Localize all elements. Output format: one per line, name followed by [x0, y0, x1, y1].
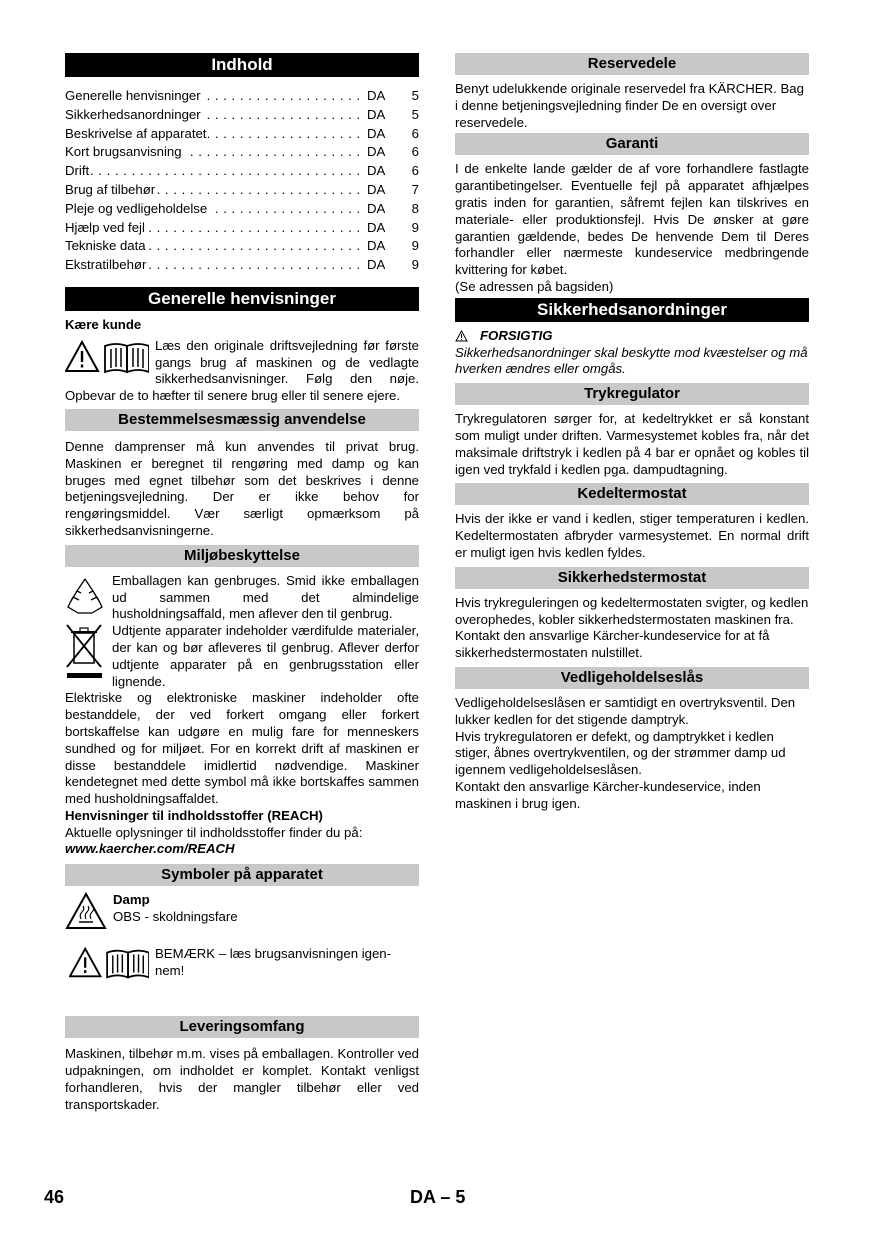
table-of-contents [65, 87, 419, 275]
toc-entry[interactable] [65, 125, 419, 144]
toc-entry-title: Hjælp ved fejl [65, 219, 145, 235]
toc-entry-page: 5 [403, 106, 419, 125]
crossed-bin-icon [65, 623, 105, 679]
warranty-address-note: (Se adressen på bagsiden) [455, 278, 614, 294]
recycle-block [65, 573, 419, 623]
toc-entry-title: Sikkerhedsanordninger [65, 106, 201, 122]
caution-text: Sikkerhedsanordninger skal beskytte mod kvæstelser og må hverken ændres eller omgås. [455, 344, 808, 377]
symbols-heading: Symboler på apparatet [65, 864, 419, 886]
pressure-regulator-heading: Trykregulator [455, 383, 809, 405]
toc-entry[interactable] [65, 219, 419, 238]
hot-steam-warning-icon [65, 892, 107, 930]
general-heading: Generelle henvisninger [65, 287, 419, 311]
toc-entry-title: Beskrivelse af apparatet [65, 125, 207, 141]
toc-entry-title: Tekniske data [65, 238, 146, 254]
delivery-heading: Leveringsomfang [65, 1016, 419, 1038]
toc-entry-page: 6 [403, 162, 419, 181]
manual-symbol-block [65, 944, 419, 984]
toc-entry-title: Brug af tilbehør [65, 181, 156, 197]
toc-entry[interactable] [65, 200, 419, 219]
steam-label: Damp [113, 892, 150, 908]
toc-entry[interactable] [65, 106, 419, 125]
boiler-thermostat-text: Hvis der ikke er vand i kedlen, stiger temperaturen i kedlen. Kedeltermostaten afbryder varmesystemet. En normal drift er muligt igen hvis kedlen fyldes. [455, 511, 809, 560]
warning-manual-icon [65, 340, 149, 374]
toc-entry-language: DA [361, 256, 403, 275]
toc-entry-page: 7 [403, 181, 419, 200]
recycling-icon [65, 575, 105, 617]
toc-entry-language: DA [361, 200, 403, 219]
right-column [455, 53, 809, 813]
caution-label-line [455, 328, 809, 345]
recycle-text: Emballagen kan genbruges. Smid ikke emballagen ud sammen med det almindelige husholdningsaffald, men aflever den til genbrug. [112, 572, 419, 622]
toc-entry[interactable] [65, 143, 419, 162]
page-number: 46 [44, 1187, 65, 1207]
safety-thermostat-text-1: Hvis trykreguleringen og kedeltermostaten svigter, og kedlen overophedes, kobler sikkerhedstermostaten maskinen fra. [455, 594, 809, 627]
delivery-text: Maskinen, tilbehør m.m. vises på emballagen. Kontroller ved udpakningen, om indholdet er komplet. Kontakt venligst forhandleren, hvis der mangler tilbehør eller ved transportskader. [65, 1046, 419, 1112]
section-page-label: DA – 5 [410, 1187, 466, 1207]
safety-thermostat-text-2: Kontakt den ansvarlige Kärcher-kundeservice for at få sikkerhedstermostaten nulstillet. [455, 628, 770, 661]
reach-heading: Henvisninger til indholdsstoffer (REACH) [65, 807, 323, 823]
toc-entry-title: Kort brugsanvisning [65, 144, 182, 160]
pressure-regulator-text: Trykregulatoren sørger for, at kedeltrykket er så konstant som muligt under driften. Varmesystemet kobles fra, når det maksimale driftstryk i kedlen på 4 bar er opnået og kobles til igen ved trykfald i kedlen pga. dampudtagning. [455, 411, 809, 477]
toc-entry-language: DA [361, 219, 403, 238]
toc-entry-page: 8 [403, 200, 419, 219]
reach-text: Aktuelle oplysninger til indholdsstoffer finder du på: [65, 824, 363, 840]
caution-label: FORSIGTIG [480, 327, 553, 343]
toc-entry-language: DA [361, 125, 403, 144]
toc-entry-title: Ekstratilbehør [65, 257, 147, 273]
toc-entry-page: 6 [403, 125, 419, 144]
toc-heading: Indhold [65, 53, 419, 77]
toc-entry-language: DA [361, 106, 403, 125]
caution-icon [455, 330, 468, 342]
left-column [65, 53, 419, 1113]
spare-parts-heading: Reservedele [455, 53, 809, 75]
toc-entry-title: Pleje og vedligeholdelse [65, 200, 208, 216]
toc-entry[interactable] [65, 162, 419, 181]
steam-text: OBS - skoldningsfare [113, 909, 238, 925]
steam-symbol-block [65, 892, 419, 938]
general-text: Læs den originale driftsvejledning før første gangs brug af maskinen og de vedlagte sikkerhedsanvisninger. Følg den nøje. Opbevar de to hæfter til senere brug eller til senere ejere. [65, 337, 419, 404]
maintenance-lock-text-2: Hvis trykregulatoren er defekt, og damptrykket i kedlen stiger, åbnes overtrykventilen, og der strømmer damp ud igennem vedligeholdelseslåsen. [455, 728, 786, 778]
maintenance-lock-text-1: Vedligeholdelseslåsen er samtidigt en overtryksventil. Den lukker kedlen for det stigende damptryk. [455, 694, 796, 727]
toc-entry-page: 9 [403, 237, 419, 256]
environment-heading: Miljøbeskyttelse [65, 545, 419, 567]
greeting: Kære kunde [65, 316, 142, 332]
toc-entry-language: DA [361, 87, 403, 106]
toc-entry-page: 5 [403, 87, 419, 106]
warning-manual-icon [69, 946, 149, 980]
weee-block [65, 623, 419, 690]
intended-use-heading: Bestemmelsesmæssig anvendelse [65, 409, 419, 431]
maintenance-lock-text-3: Kontakt den ansvarlige Kärcher-kundeservice, inden maskinen i brug igen. [455, 778, 761, 811]
reach-link[interactable]: www.kaercher.com/REACH [65, 841, 235, 857]
manual-text: BEMÆRK – læs brugsanvisningen igen-nem! [155, 946, 392, 979]
warranty-text: I de enkelte lande gælder de af vore forhandlere fastlagte garantibetingelser. Eventuelle fejl på apparatet afhjælpes gratis inden for garantien, såfremt fejlen kan tilskrives en materiale- eller produktionsfejl. Hvis De ønsker at gøre garantien gældende, bedes De henvende Dem til Deres forhandler eller nærmeste kundeservice medbringende kvittering for købet. [455, 161, 809, 278]
toc-entry[interactable] [65, 181, 419, 200]
toc-entry-page: 6 [403, 143, 419, 162]
toc-entry-title: Drift [65, 163, 90, 179]
maintenance-lock-heading: Vedligeholdelseslås [455, 667, 809, 689]
warranty-heading: Garanti [455, 133, 809, 155]
safety-thermostat-heading: Sikkerhedstermostat [455, 567, 809, 589]
toc-entry-language: DA [361, 162, 403, 181]
weee-text: Udtjente apparater indeholder værdifulde materialer, der kan og bør afleveres til genbrug. Aflever derfor udtjente apparater på en genbrugsstation eller lignende. [112, 623, 419, 689]
toc-entry-title: Generelle henvisninger [65, 88, 201, 103]
electronics-text: Elektriske og elektroniske maskiner indeholder ofte bestanddele, der ved forkert omgang eller forkert bortskaffelse kan udgøre en mulig fare for menneskers sundhed og for miljøet. For en korrekt drift af maskinen er disse bestanddele imidlertid nødvendige. Maskiner kendetegnet med dette symbol må ikke bortskaffes sammen med husholdningsaffaldet. [65, 690, 419, 807]
spare-parts-text: Benyt udelukkende originale reservedel fra KÄRCHER. Bag i denne betjeningsvejledning finder De en oversigt over reservedele. [455, 81, 804, 130]
boiler-thermostat-heading: Kedeltermostat [455, 483, 809, 505]
toc-entry-language: DA [361, 237, 403, 256]
caution-block [455, 328, 809, 378]
toc-entry-language: DA [361, 181, 403, 200]
toc-entry-page: 9 [403, 256, 419, 275]
general-notice [65, 338, 419, 405]
safety-heading: Sikkerhedsanordninger [455, 298, 809, 322]
toc-entry[interactable] [65, 256, 419, 275]
toc-entry[interactable] [65, 87, 419, 106]
toc-entry-page: 9 [403, 219, 419, 238]
toc-entry-language: DA [361, 143, 403, 162]
intended-use-text: Denne damprenser må kun anvendes til privat brug. Maskinen er beregnet til rengøring med damp og kan bruges med egnet tilbehør som det beskrives i denne betjeningsvejledning. Der er ikke behov for rengøringsmiddel. Vær særligt opmærksom på sikkerhedsanvisningerne. [65, 438, 419, 538]
toc-entry[interactable] [65, 237, 419, 256]
